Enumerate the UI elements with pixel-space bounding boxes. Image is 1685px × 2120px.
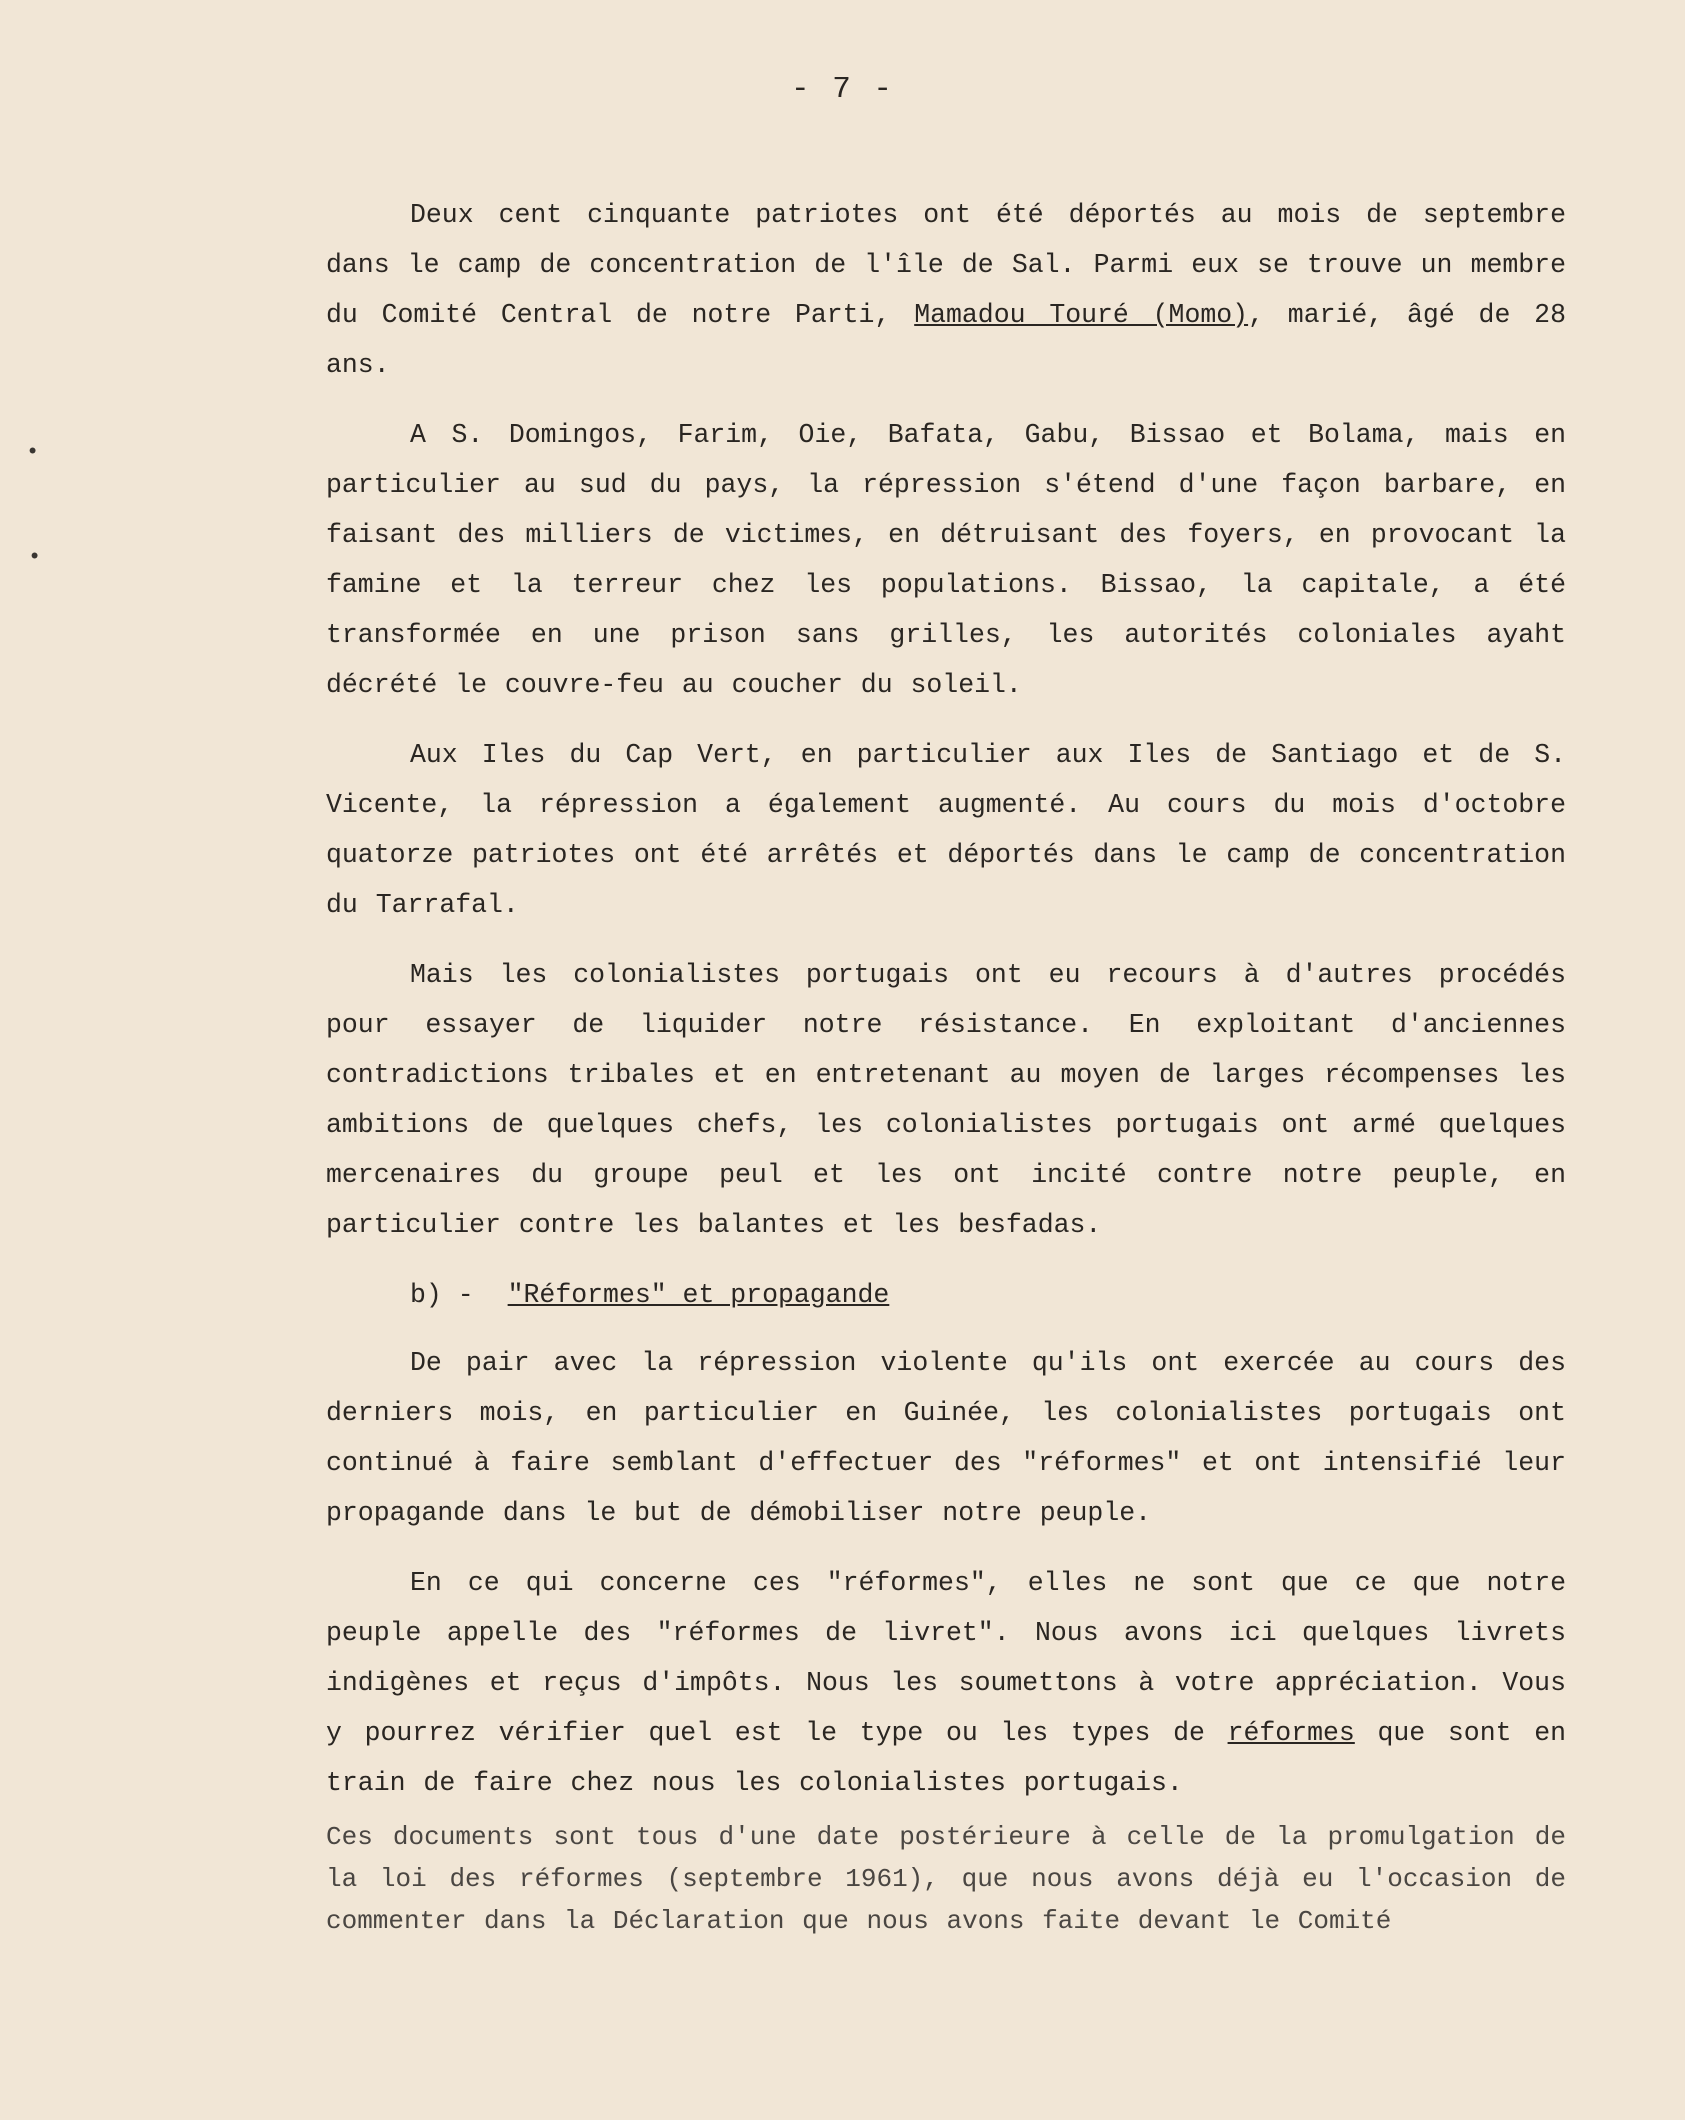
paragraph-procedes: Mais les colonialistes portugais ont eu recours à d'autres procédés pour essayer de liquider notre résistance. En exploitant d'anciennes contradictions tribales et en entretenant au moyen de larges récompenses les ambitions de quelques chefs, les colonialistes portugais ont armé quelques mercenaires du groupe peul et les ont incité contre notre peuple, en particulier contre les balantes et les besfadas.	[326, 960, 1566, 1240]
paragraph-documents: Ces documents sont tous d'une date postérieure à celle de la promulgation de la loi des réformes (septembre 1961), que nous avons déjà eu l'occasion de commenter dans la Déclaration que nous avons faite devant le Comité	[326, 1822, 1566, 1936]
page-number: - 7 -	[790, 72, 894, 107]
document-body	[326, 190, 1566, 1942]
paragraph-deportations	[326, 190, 1566, 390]
paragraph-reformes-livret	[326, 1558, 1566, 1808]
margin-mark: •	[26, 440, 40, 465]
text-span: En ce qui concerne ces "réformes", elles ne sont que ce que notre peuple appelle des "réformes de livret". Nous avons ici quelques livrets indigènes et reçus d'impôts. Nous les soumettons à votre appréciation. Vous y pourrez vérifier quel est le type ou les types de	[326, 1568, 1566, 1748]
paragraph-repression: A S. Domingos, Farim, Oie, Bafata, Gabu, Bissao et Bolama, mais en particulier au sud du pays, la répression s'étend d'une façon barbare, en faisant des milliers de victimes, en détruisant des foyers, en provocant la famine et la terreur chez les populations. Bissao, la capitale, a été transformée en une prison sans grilles, les autorités coloniales ayaht décrété le couvre-feu au coucher du soleil.	[326, 420, 1566, 700]
paragraph-cap-vert: Aux Iles du Cap Vert, en particulier aux Iles de Santiago et de S. Vicente, la répression a également augmenté. Au cours du mois d'octobre quatorze patriotes ont été arrêtés et déportés dans le camp de concentration du Tarrafal.	[326, 740, 1566, 920]
text-span: , marié, âgé de 28 ans.	[326, 300, 1566, 380]
section-heading-title: "Réformes" et propagande	[507, 1280, 890, 1310]
text-span: Deux cent cinquante patriotes ont été déportés au mois de septembre dans le camp de concentration de l'île de Sal. Parmi eux se trouve un membre du Comité Central de notre Parti,	[326, 200, 1566, 330]
underlined-name: Mamadou Touré (Momo)	[914, 300, 1249, 330]
section-heading	[410, 1270, 1566, 1320]
paragraph-propagande: De pair avec la répression violente qu'ils ont exercée au cours des derniers mois, en particulier en Guinée, les colonialistes portugais ont continué à faire semblant d'effectuer des "réformes" et ont intensifié leur propagande dans le but de démobiliser notre peuple.	[326, 1348, 1566, 1528]
section-heading-label: b) -	[410, 1280, 474, 1310]
text-span: que sont en train de faire chez nous les colonialistes portugais.	[326, 1718, 1566, 1798]
underlined-word: réformes	[1227, 1718, 1355, 1748]
margin-mark: •	[28, 545, 42, 570]
